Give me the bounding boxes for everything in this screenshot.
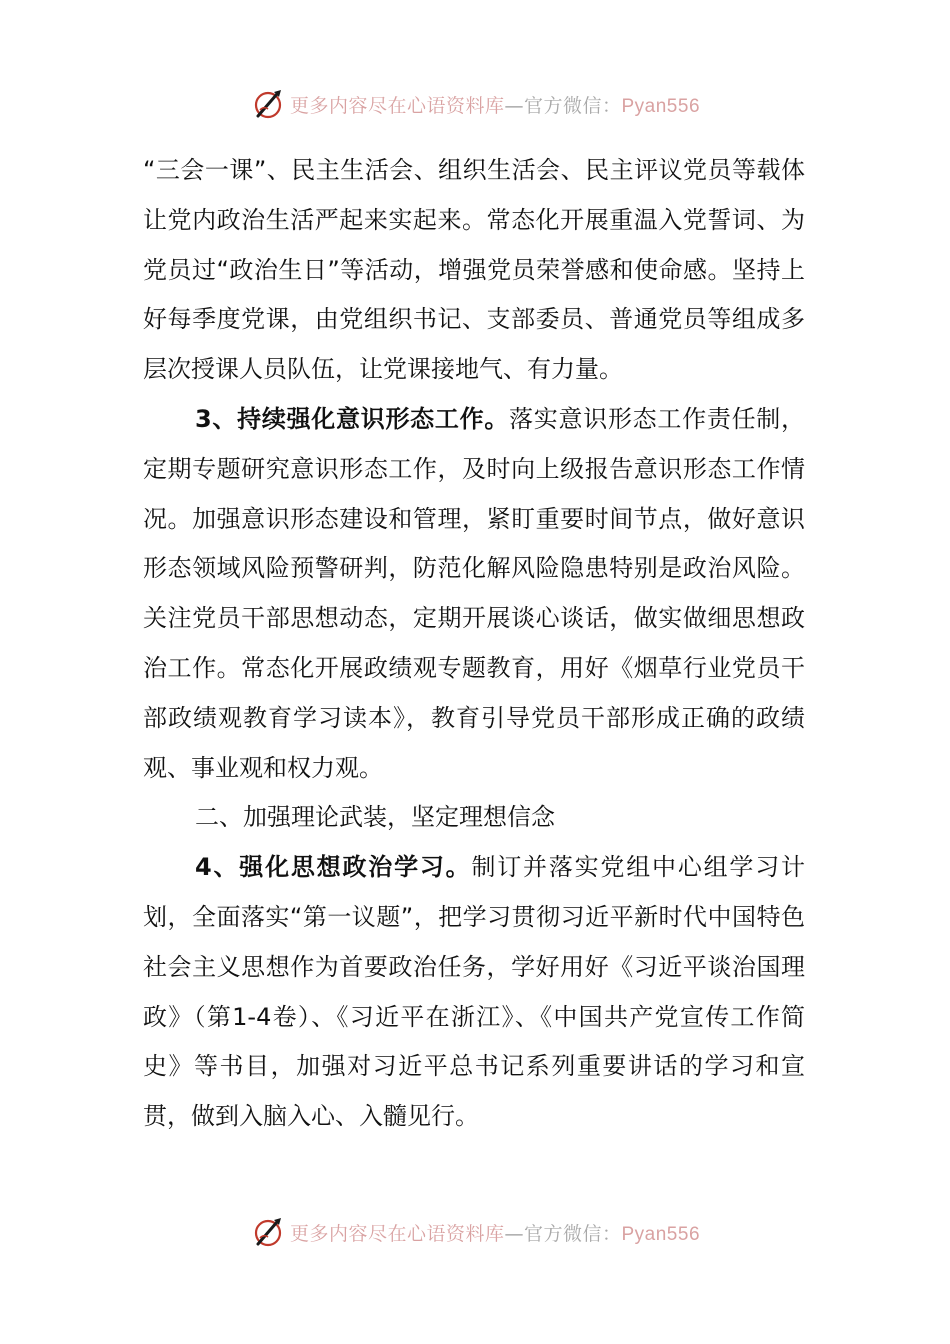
- paragraph-1: [143, 146, 805, 395]
- section-heading: 3、持续强化意识形态工作。: [195, 404, 510, 433]
- pen-logo-icon: [250, 1214, 286, 1250]
- paragraph-2: [143, 395, 805, 793]
- paragraph-text: 落实意识形态工作责任制，定期专题研究意识形态工作，及时向上级报告意识形态工作情况。加强意识形态建设和管理，紧盯重要时间节点，做好意识形态领域风险预警研判，防范化解风险隐患特别是政治风险。关注党员干部思想动态，定期开展谈心谈话，做实做细思想政治工作。常态化开展政绩观专题教育，用好《烟草行业党员干部政绩观教育学习读本》，教育引导党员干部形成正确的政绩观、事业观和权力观。: [143, 404, 806, 782]
- paragraph-text: 制订并落实党组中心组学习计划，全面落实“第一议题”，把学习贯彻习近平新时代中国特色社会主义思想作为首要政治任务，学好用好《习近平谈治国理政》（第1-4卷）、《习近平在浙江》、《中国共产党宣传工作简史》等书目，加强对习近平总书记系列重要讲话的学习和宣贯，做到入脑入心、入髓见行。: [143, 853, 805, 1131]
- header-banner: [0, 84, 950, 124]
- section-heading: 4、强化思想政治学习。: [195, 853, 472, 882]
- banner-account: Pyan556: [621, 1223, 701, 1245]
- banner-text: [290, 91, 700, 118]
- section-title: 二、加强理论武装，坚定理想信念: [195, 803, 555, 832]
- banner-dash: —: [504, 1222, 524, 1245]
- banner-text: [290, 1219, 700, 1246]
- footer-banner: [0, 1212, 950, 1252]
- banner-prefix: 更多内容尽在心语资料库: [289, 1222, 505, 1245]
- paragraph-4: [143, 843, 805, 1142]
- paragraph-3: [143, 793, 805, 843]
- banner-label: 官方微信：: [523, 1222, 622, 1245]
- banner-dash: —: [504, 94, 524, 117]
- document-body: [143, 146, 805, 1142]
- banner-label: 官方微信：: [523, 94, 622, 117]
- banner-prefix: 更多内容尽在心语资料库: [289, 94, 505, 117]
- paragraph-text: “三会一课”、民主生活会、组织生活会、民主评议党员等载体让党内政治生活严起来实起来。常态化开展重温入党誓词、为党员过“政治生日”等活动，增强党员荣誉感和使命感。坚持上好每季度党课，由党组织书记、支部委员、普通党员等组成多层次授课人员队伍，让党课接地气、有力量。: [143, 156, 805, 384]
- pen-logo-icon: [250, 86, 286, 122]
- banner-account: Pyan556: [621, 95, 701, 117]
